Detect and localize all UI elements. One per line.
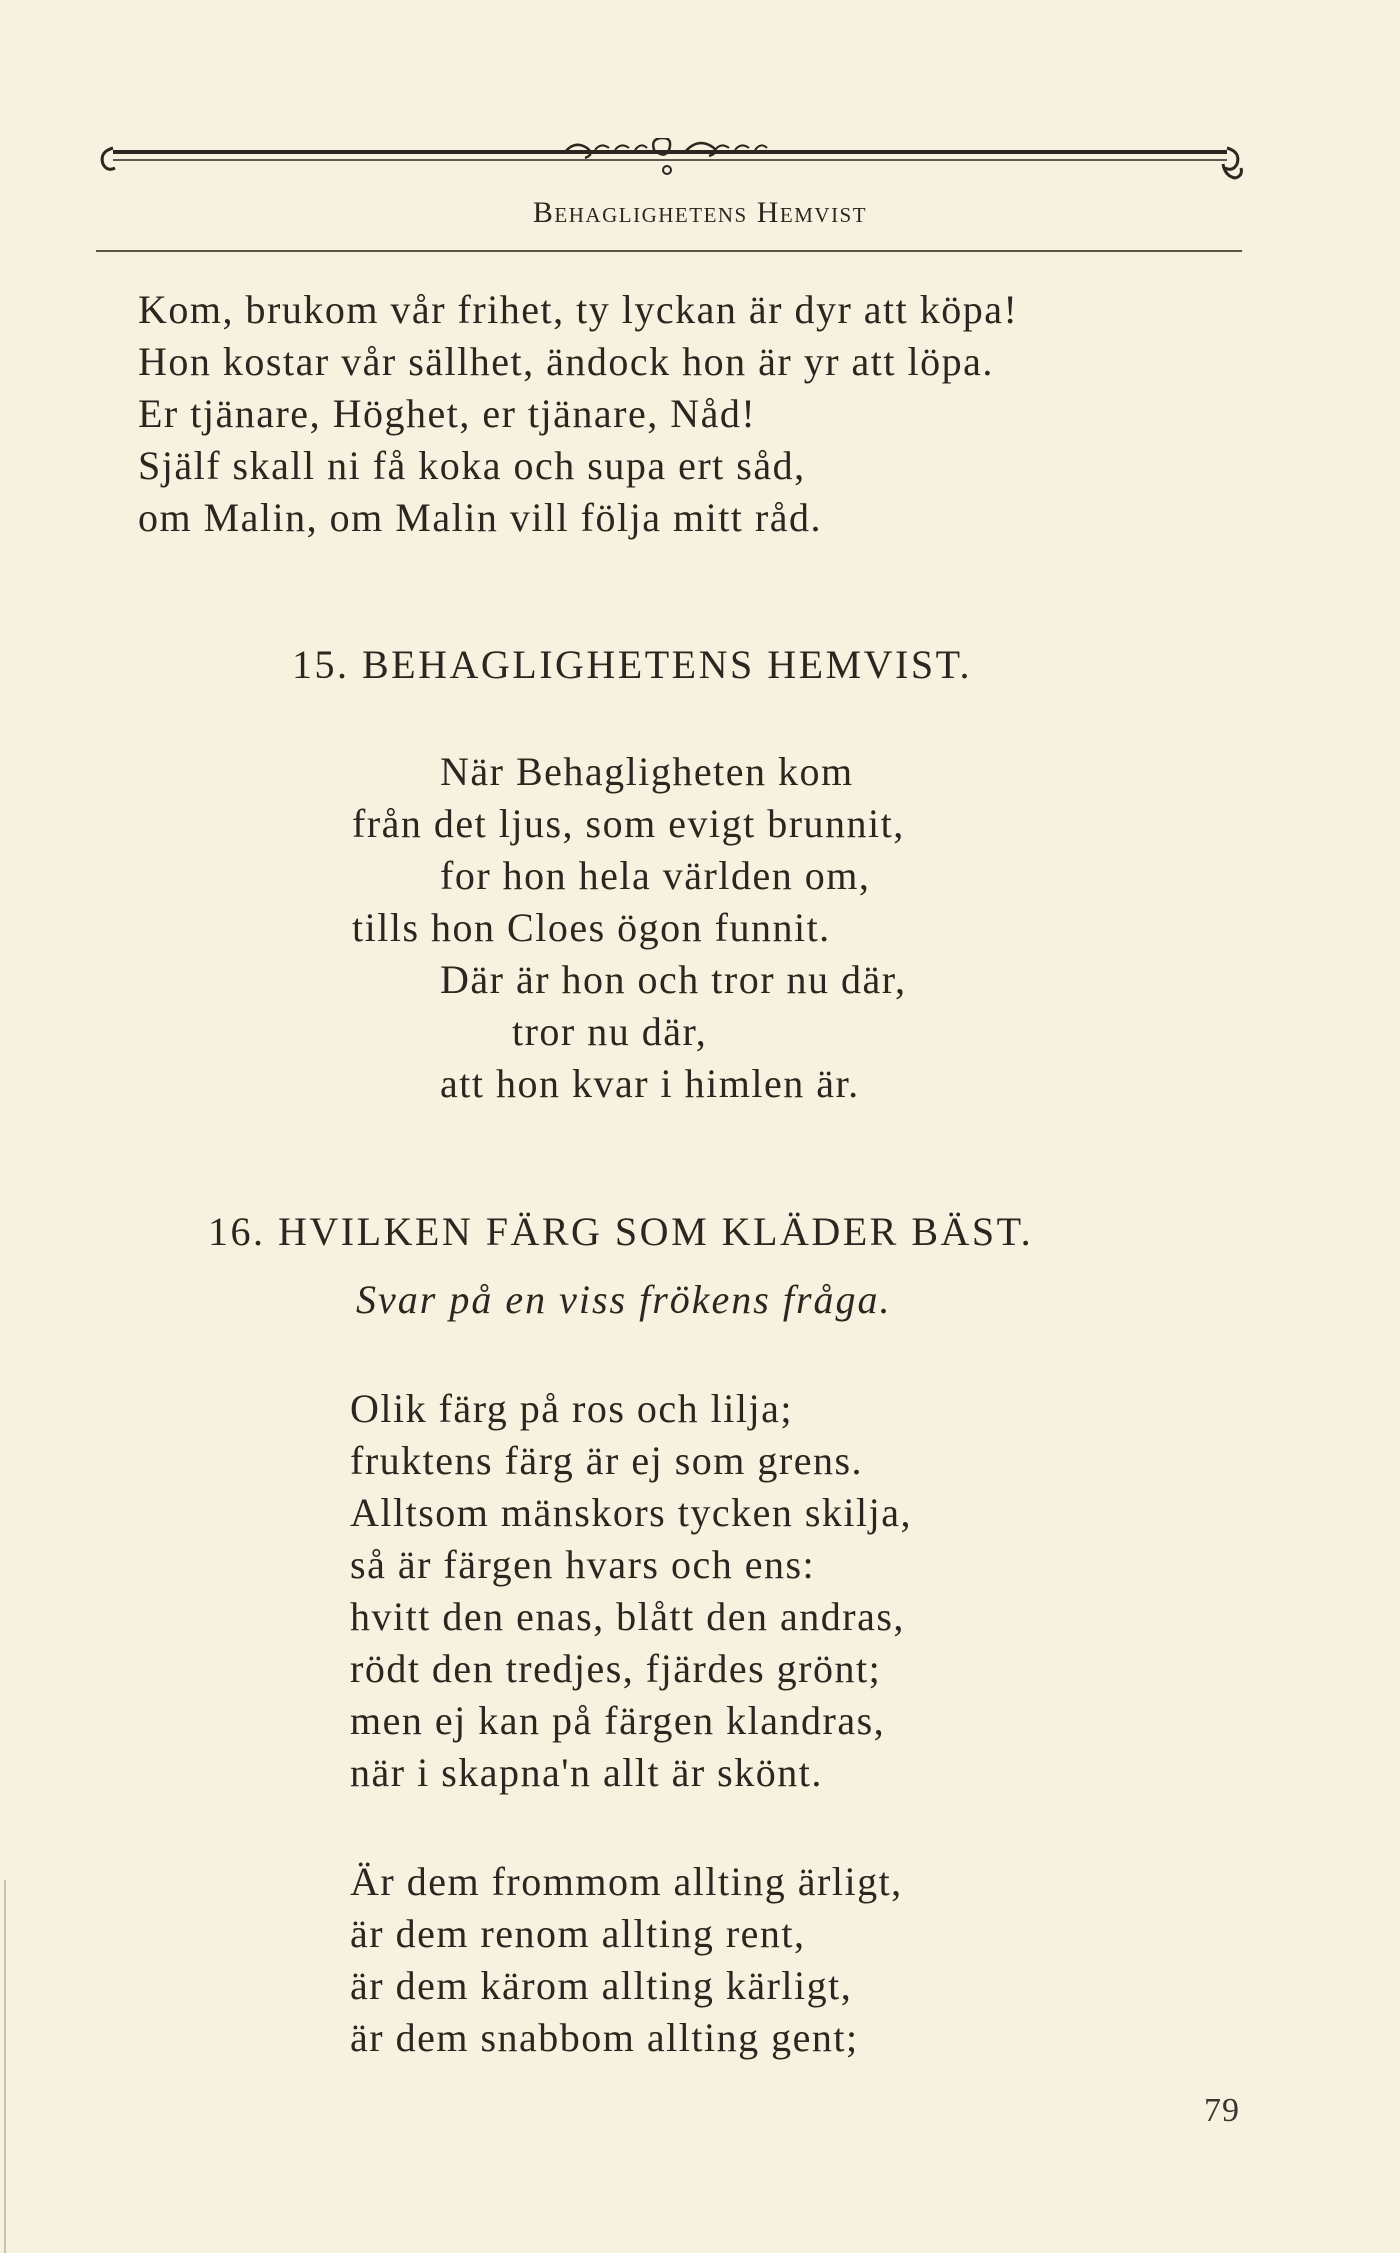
poem-heading: 16. HVILKEN FÄRG SOM KLÄDER BÄST. [208,1209,1034,1254]
poem-line: men ej kan på färgen klandras, [350,1698,886,1743]
running-header-title: Behaglighetens Hemvist [532,196,868,229]
poem-line: Där är hon och tror nu där, [440,957,907,1002]
stanza-line: Kom, brukom vår frihet, ty lyckan är dyr att köpa! [138,287,1019,332]
poem-line: tror nu där, [512,1009,708,1054]
poem-line: är dem renom allting rent, [350,1911,806,1956]
poem-heading: 15. BEHAGLIGHETENS HEMVIST. [292,642,973,687]
poem-line: Är dem frommom allting ärligt, [350,1859,903,1904]
poem-line: från det ljus, som evigt brunnit, [352,801,905,846]
stanza-line: Själf skall ni få koka och supa ert såd, [138,443,806,488]
poem-subtitle: Svar på en viss frökens fråga. [356,1277,892,1322]
poem-line: tills hon Cloes ögon funnit. [352,905,831,950]
poem-line: att hon kvar i himlen är. [440,1061,860,1106]
poem-line: så är färgen hvars och ens: [350,1542,816,1587]
poem-line: Alltsom mänskors tycken skilja, [350,1490,913,1535]
poem-line: fruktens färg är ej som grens. [350,1438,864,1483]
stanza-line: Hon kostar vår sällhet, ändock hon är yr att löpa. [138,339,994,384]
header-divider [96,250,1242,252]
poem-line: är dem kärom allting kärligt, [350,1963,853,2008]
header-ornament [95,138,1245,194]
stanza-line: om Malin, om Malin vill följa mitt råd. [138,495,822,540]
poem-line: när i skapna'n allt är skönt. [350,1750,823,1795]
page-number: 79 [1204,2092,1240,2129]
poem-line: hvitt den enas, blått den andras, [350,1594,905,1639]
poem-line: är dem snabbom allting gent; [350,2015,859,2060]
poem-line: for hon hela världen om, [440,853,871,898]
binding-edge [4,1880,6,2253]
poem-line: rödt den tredjes, fjärdes grönt; [350,1646,882,1691]
poem-line: När Behagligheten kom [440,749,854,794]
poem-line: Olik färg på ros och lilja; [350,1386,793,1431]
stanza-line: Er tjänare, Höghet, er tjänare, Nåd! [138,391,757,436]
